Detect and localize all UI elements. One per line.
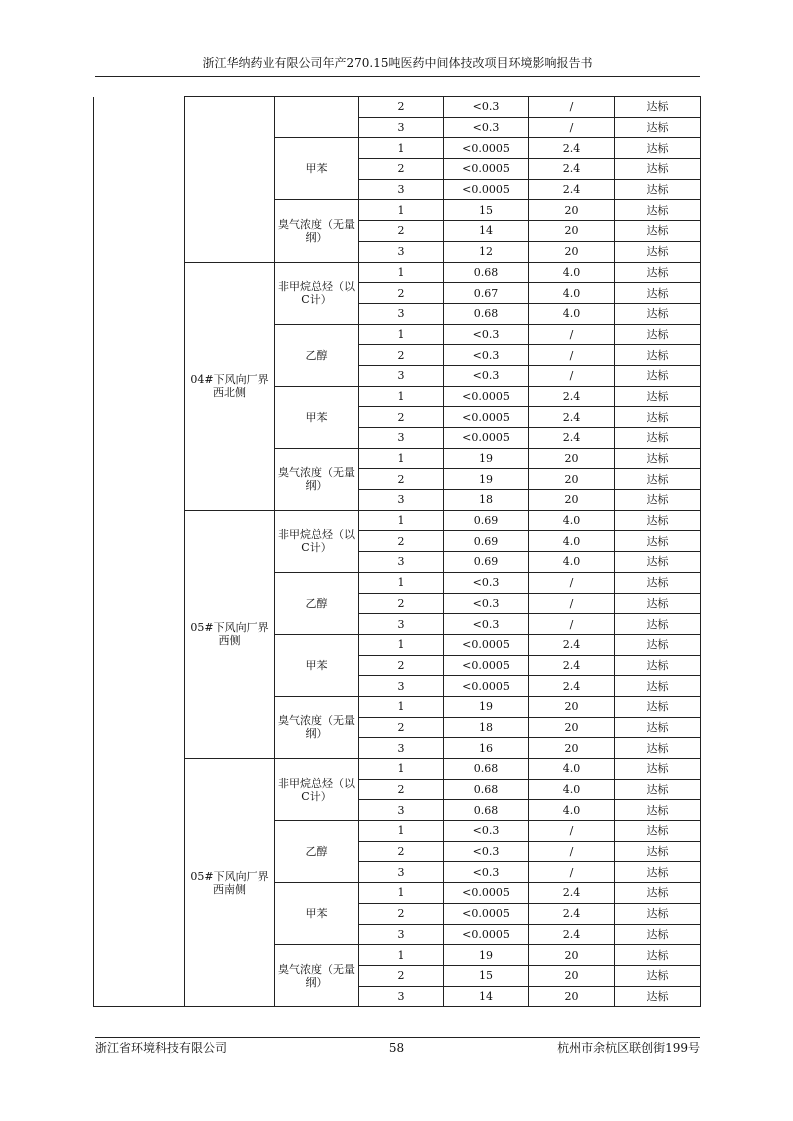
sample-number-cell: 3	[359, 241, 444, 262]
sample-number-cell: 1	[359, 510, 444, 531]
sample-number-cell: 3	[359, 365, 444, 386]
compliance-cell: 达标	[615, 241, 701, 262]
standard-limit-cell: 2.4	[529, 407, 615, 428]
standard-limit-cell: 2.4	[529, 428, 615, 449]
measured-value-cell: <0.0005	[444, 407, 529, 428]
footer-address: 杭州市余杭区联创街199号	[557, 1041, 700, 1055]
compliance-cell: 达标	[615, 283, 701, 304]
sample-number-cell: 2	[359, 717, 444, 738]
location-cell	[185, 97, 275, 263]
measured-value-cell: 15	[444, 200, 529, 221]
standard-limit-cell: 2.4	[529, 179, 615, 200]
parameter-cell: 甲苯	[275, 138, 359, 200]
measured-value-cell: <0.3	[444, 345, 529, 366]
standard-limit-cell: 4.0	[529, 759, 615, 780]
footer-company: 浙江省环境科技有限公司	[95, 1041, 228, 1055]
sample-number-cell: 2	[359, 407, 444, 428]
sample-number-cell: 1	[359, 759, 444, 780]
parameter-cell: 臭气浓度（无量纲）	[275, 200, 359, 262]
measured-value-cell: 14	[444, 986, 529, 1007]
sample-number-cell: 1	[359, 200, 444, 221]
sample-number-cell: 3	[359, 179, 444, 200]
compliance-cell: 达标	[615, 552, 701, 573]
standard-limit-cell: /	[529, 593, 615, 614]
sample-number-cell: 1	[359, 696, 444, 717]
parameter-cell: 乙醇	[275, 821, 359, 883]
compliance-cell: 达标	[615, 200, 701, 221]
sample-number-cell: 2	[359, 531, 444, 552]
compliance-cell: 达标	[615, 593, 701, 614]
measured-value-cell: 0.68	[444, 759, 529, 780]
standard-limit-cell: 2.4	[529, 386, 615, 407]
parameter-cell: 甲苯	[275, 386, 359, 448]
standard-limit-cell: 4.0	[529, 262, 615, 283]
compliance-cell: 达标	[615, 717, 701, 738]
compliance-cell: 达标	[615, 779, 701, 800]
compliance-cell: 达标	[615, 862, 701, 883]
sample-number-cell: 1	[359, 262, 444, 283]
sample-number-cell: 3	[359, 676, 444, 697]
standard-limit-cell: 2.4	[529, 655, 615, 676]
compliance-cell: 达标	[615, 903, 701, 924]
standard-limit-cell: 20	[529, 241, 615, 262]
sample-number-cell: 1	[359, 324, 444, 345]
standard-limit-cell: 2.4	[529, 676, 615, 697]
parameter-cell	[275, 97, 359, 138]
compliance-cell: 达标	[615, 510, 701, 531]
compliance-cell: 达标	[615, 945, 701, 966]
table-row	[94, 759, 701, 780]
sample-number-cell: 3	[359, 924, 444, 945]
sample-number-cell: 2	[359, 469, 444, 490]
measured-value-cell: 16	[444, 738, 529, 759]
compliance-cell: 达标	[615, 676, 701, 697]
sample-number-cell: 3	[359, 738, 444, 759]
measured-value-cell: 19	[444, 469, 529, 490]
sample-number-cell: 1	[359, 386, 444, 407]
compliance-cell: 达标	[615, 841, 701, 862]
standard-limit-cell: 20	[529, 221, 615, 242]
standard-limit-cell: 20	[529, 986, 615, 1007]
standard-limit-cell: 20	[529, 738, 615, 759]
page-number: 58	[388, 1041, 405, 1055]
standard-limit-cell: 2.4	[529, 159, 615, 180]
parameter-cell: 非甲烷总烃（以C计）	[275, 510, 359, 572]
measured-value-cell: <0.0005	[444, 883, 529, 904]
compliance-cell: 达标	[615, 490, 701, 511]
parameter-cell: 乙醇	[275, 572, 359, 634]
measured-value-cell: 19	[444, 945, 529, 966]
measured-value-cell: <0.0005	[444, 903, 529, 924]
sample-number-cell: 2	[359, 97, 444, 118]
measured-value-cell: 0.69	[444, 531, 529, 552]
compliance-cell: 达标	[615, 448, 701, 469]
standard-limit-cell: 20	[529, 696, 615, 717]
measured-value-cell: <0.0005	[444, 634, 529, 655]
standard-limit-cell: 4.0	[529, 531, 615, 552]
sample-number-cell: 2	[359, 841, 444, 862]
standard-limit-cell: /	[529, 614, 615, 635]
sample-number-cell: 2	[359, 345, 444, 366]
compliance-cell: 达标	[615, 324, 701, 345]
standard-limit-cell: /	[529, 345, 615, 366]
measured-value-cell: <0.3	[444, 841, 529, 862]
compliance-cell: 达标	[615, 159, 701, 180]
parameter-cell: 非甲烷总烃（以C计）	[275, 262, 359, 324]
compliance-cell: 达标	[615, 179, 701, 200]
table-row	[94, 510, 701, 531]
measured-value-cell: <0.0005	[444, 924, 529, 945]
measured-value-cell: <0.3	[444, 117, 529, 138]
compliance-cell: 达标	[615, 303, 701, 324]
sample-number-cell: 1	[359, 883, 444, 904]
standard-limit-cell: /	[529, 572, 615, 593]
compliance-cell: 达标	[615, 345, 701, 366]
compliance-cell: 达标	[615, 221, 701, 242]
page-header-title: 浙江华纳药业有限公司年产270.15吨医药中间体技改项目环境影响报告书	[202, 56, 593, 70]
measured-value-cell: 0.68	[444, 800, 529, 821]
sample-number-cell: 3	[359, 552, 444, 573]
standard-limit-cell: /	[529, 117, 615, 138]
measured-value-cell: 18	[444, 490, 529, 511]
measured-value-cell: 0.69	[444, 510, 529, 531]
sample-number-cell: 1	[359, 821, 444, 842]
parameter-cell: 甲苯	[275, 883, 359, 945]
compliance-cell: 达标	[615, 634, 701, 655]
compliance-cell: 达标	[615, 738, 701, 759]
sample-number-cell: 2	[359, 655, 444, 676]
measured-value-cell: <0.0005	[444, 138, 529, 159]
sample-number-cell: 3	[359, 490, 444, 511]
measured-value-cell: <0.3	[444, 862, 529, 883]
parameter-cell: 臭气浓度（无量纲）	[275, 696, 359, 758]
standard-limit-cell: /	[529, 324, 615, 345]
standard-limit-cell: 2.4	[529, 883, 615, 904]
parameter-cell: 乙醇	[275, 324, 359, 386]
sample-number-cell: 2	[359, 593, 444, 614]
compliance-cell: 达标	[615, 531, 701, 552]
parameter-cell: 臭气浓度（无量纲）	[275, 448, 359, 510]
compliance-cell: 达标	[615, 117, 701, 138]
compliance-cell: 达标	[615, 800, 701, 821]
compliance-cell: 达标	[615, 759, 701, 780]
sample-number-cell: 1	[359, 945, 444, 966]
standard-limit-cell: /	[529, 365, 615, 386]
table-row	[94, 97, 701, 118]
compliance-cell: 达标	[615, 655, 701, 676]
location-cell: 05#下风向厂界西侧	[185, 510, 275, 758]
measured-value-cell: <0.0005	[444, 386, 529, 407]
sample-number-cell: 3	[359, 862, 444, 883]
measured-value-cell: 19	[444, 448, 529, 469]
standard-limit-cell: 4.0	[529, 303, 615, 324]
header-rule	[95, 76, 700, 77]
measured-value-cell: <0.0005	[444, 676, 529, 697]
measured-value-cell: <0.3	[444, 365, 529, 386]
sample-number-cell: 2	[359, 903, 444, 924]
measured-value-cell: <0.3	[444, 97, 529, 118]
standard-limit-cell: 20	[529, 717, 615, 738]
standard-limit-cell: 2.4	[529, 903, 615, 924]
standard-limit-cell: 4.0	[529, 800, 615, 821]
measured-value-cell: <0.3	[444, 614, 529, 635]
measured-value-cell: 19	[444, 696, 529, 717]
sample-number-cell: 2	[359, 965, 444, 986]
sample-number-cell: 2	[359, 779, 444, 800]
measured-value-cell: 12	[444, 241, 529, 262]
standard-limit-cell: 20	[529, 965, 615, 986]
compliance-cell: 达标	[615, 696, 701, 717]
sample-number-cell: 3	[359, 614, 444, 635]
sample-number-cell: 3	[359, 986, 444, 1007]
measured-value-cell: 0.67	[444, 283, 529, 304]
measured-value-cell: 0.68	[444, 262, 529, 283]
parameter-cell: 臭气浓度（无量纲）	[275, 945, 359, 1007]
standard-limit-cell: 4.0	[529, 510, 615, 531]
sample-number-cell: 3	[359, 428, 444, 449]
parameter-cell: 非甲烷总烃（以C计）	[275, 759, 359, 821]
standard-limit-cell: 2.4	[529, 138, 615, 159]
standard-limit-cell: 2.4	[529, 924, 615, 945]
sample-number-cell: 2	[359, 159, 444, 180]
sample-number-cell: 1	[359, 634, 444, 655]
measured-value-cell: <0.3	[444, 821, 529, 842]
measured-value-cell: <0.3	[444, 324, 529, 345]
measured-value-cell: <0.3	[444, 572, 529, 593]
standard-limit-cell: 20	[529, 200, 615, 221]
compliance-cell: 达标	[615, 407, 701, 428]
measured-value-cell: <0.0005	[444, 179, 529, 200]
location-cell: 04#下风向厂界西北侧	[185, 262, 275, 510]
standard-limit-cell: 4.0	[529, 283, 615, 304]
measured-value-cell: <0.0005	[444, 655, 529, 676]
standard-limit-cell: /	[529, 841, 615, 862]
standard-limit-cell: 20	[529, 490, 615, 511]
measured-value-cell: 18	[444, 717, 529, 738]
standard-limit-cell: 20	[529, 448, 615, 469]
compliance-cell: 达标	[615, 428, 701, 449]
measured-value-cell: <0.0005	[444, 159, 529, 180]
sample-number-cell: 3	[359, 800, 444, 821]
standard-limit-cell: /	[529, 97, 615, 118]
standard-limit-cell: /	[529, 821, 615, 842]
compliance-cell: 达标	[615, 883, 701, 904]
compliance-cell: 达标	[615, 821, 701, 842]
standard-limit-cell: 20	[529, 469, 615, 490]
compliance-cell: 达标	[615, 386, 701, 407]
compliance-cell: 达标	[615, 365, 701, 386]
table-row	[94, 262, 701, 283]
sample-number-cell: 2	[359, 221, 444, 242]
location-cell: 05#下风向厂界西南侧	[185, 759, 275, 1007]
sample-number-cell: 3	[359, 117, 444, 138]
compliance-cell: 达标	[615, 138, 701, 159]
sample-number-cell: 1	[359, 138, 444, 159]
compliance-cell: 达标	[615, 469, 701, 490]
measured-value-cell: 0.69	[444, 552, 529, 573]
category-cell	[94, 97, 185, 1007]
parameter-cell: 甲苯	[275, 634, 359, 696]
standard-limit-cell: /	[529, 862, 615, 883]
compliance-cell: 达标	[615, 614, 701, 635]
monitoring-results-table	[93, 96, 701, 1007]
sample-number-cell: 2	[359, 283, 444, 304]
compliance-cell: 达标	[615, 262, 701, 283]
compliance-cell: 达标	[615, 924, 701, 945]
compliance-cell: 达标	[615, 965, 701, 986]
sample-number-cell: 1	[359, 572, 444, 593]
compliance-cell: 达标	[615, 986, 701, 1007]
standard-limit-cell: 2.4	[529, 634, 615, 655]
measured-value-cell: 14	[444, 221, 529, 242]
measured-value-cell: <0.3	[444, 593, 529, 614]
compliance-cell: 达标	[615, 572, 701, 593]
sample-number-cell: 3	[359, 303, 444, 324]
measured-value-cell: 0.68	[444, 303, 529, 324]
measured-value-cell: <0.0005	[444, 428, 529, 449]
measured-value-cell: 0.68	[444, 779, 529, 800]
footer-rule	[95, 1037, 700, 1038]
sample-number-cell: 1	[359, 448, 444, 469]
standard-limit-cell: 20	[529, 945, 615, 966]
measured-value-cell: 15	[444, 965, 529, 986]
standard-limit-cell: 4.0	[529, 552, 615, 573]
compliance-cell: 达标	[615, 97, 701, 118]
standard-limit-cell: 4.0	[529, 779, 615, 800]
